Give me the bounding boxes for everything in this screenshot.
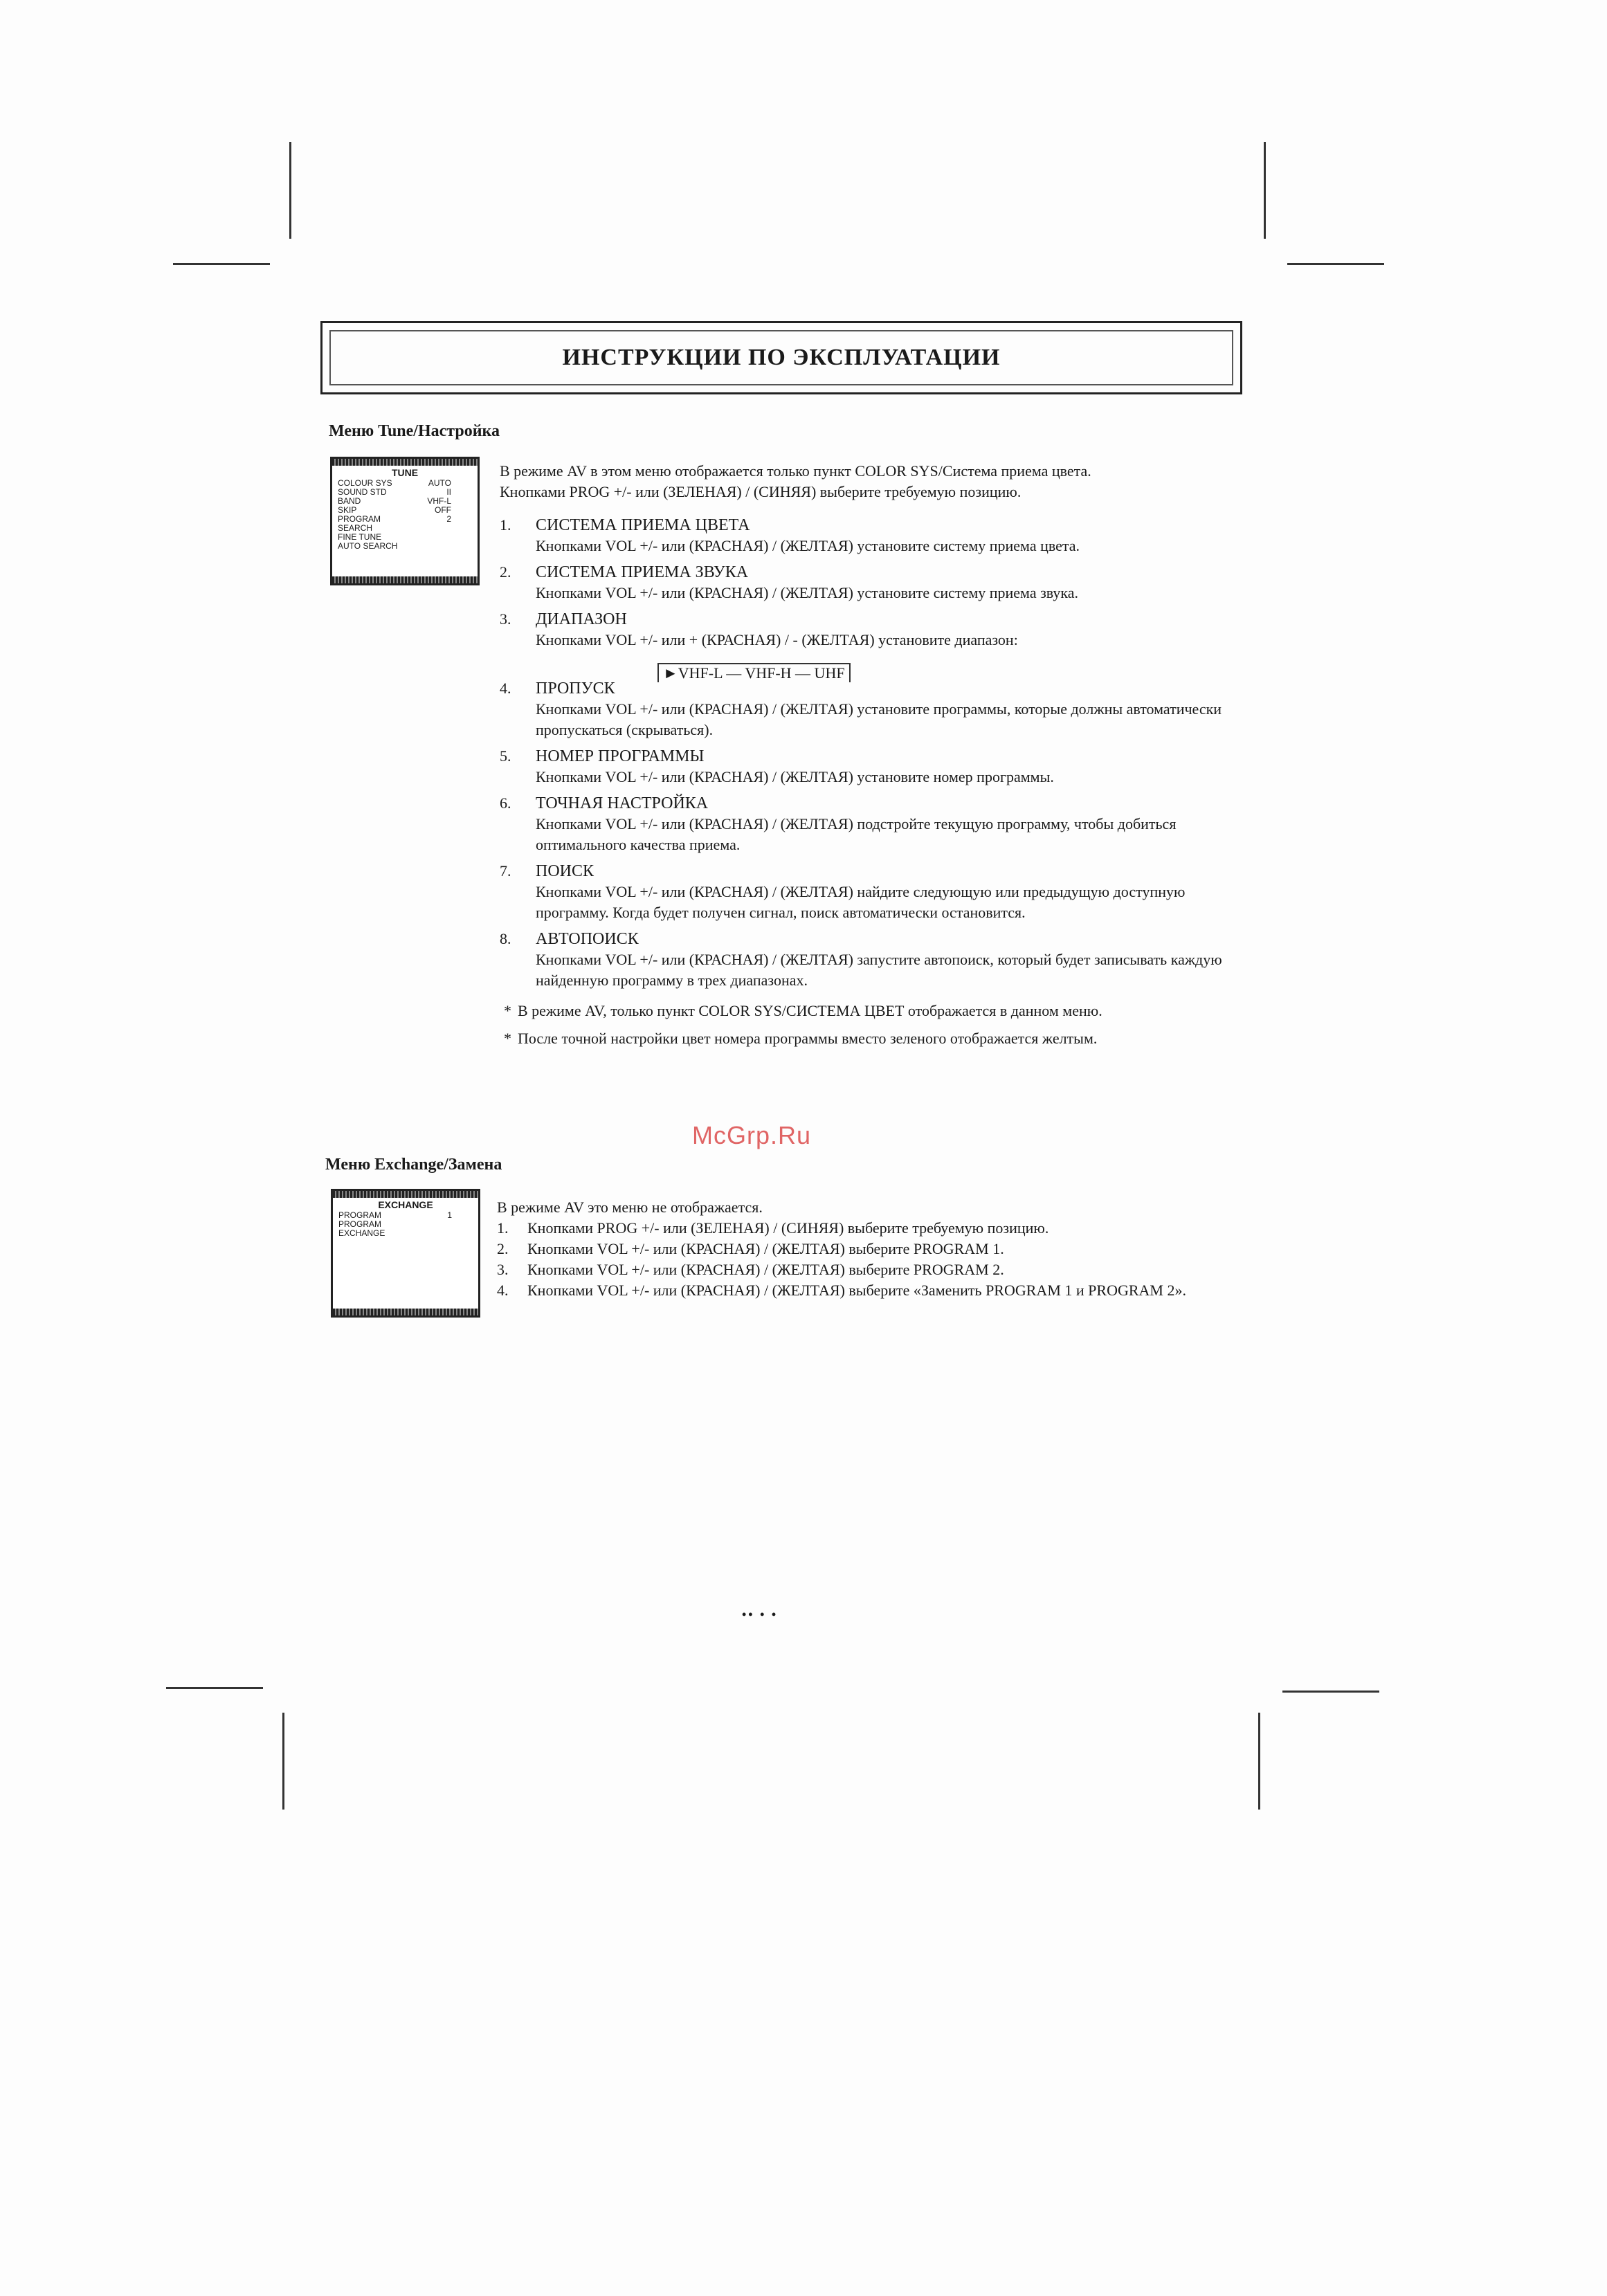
tune-item xyxy=(500,746,1240,787)
osd-row-label: SKIP xyxy=(338,505,357,515)
exchange-item xyxy=(497,1239,1231,1259)
osd-top-bar xyxy=(333,1191,478,1198)
crop-mark-top-left-v xyxy=(289,142,291,239)
tune-item xyxy=(500,861,1240,923)
osd-row-label: SEARCH xyxy=(338,523,373,533)
tune-intro-line-1: В режиме AV в этом меню отображается только пункт COLOR SYS/Система приема цвета. xyxy=(500,462,1091,480)
crop-mark-bottom-right-h xyxy=(1282,1691,1379,1693)
exchange-section-title: Меню Exchange/Замена xyxy=(325,1156,502,1174)
exchange-items xyxy=(497,1218,1231,1301)
tune-item xyxy=(500,678,1240,740)
osd-rows xyxy=(333,1211,478,1238)
tune-intro-line-2: Кнопками PROG +/- или (ЗЕЛЕНАЯ) / (СИНЯЯ) выберите требуемую позицию. xyxy=(500,483,1022,500)
exchange-text xyxy=(497,1197,1231,1301)
tune-item xyxy=(500,793,1240,855)
crop-mark-top-right-v xyxy=(1264,142,1266,239)
tune-item-heading: ПОИСК xyxy=(536,862,594,880)
tune-note-text: В режиме AV, только пункт COLOR SYS/СИСТЕМА ЦВЕТ отображается в данном меню. xyxy=(518,1002,1102,1019)
exchange-item-text: Кнопками VOL +/- или (КРАСНАЯ) / (ЖЕЛТАЯ) выберите «Заменить PROGRAM 1 и PROGRAM 2». xyxy=(527,1282,1186,1299)
tune-item-heading: ПРОПУСК xyxy=(536,680,615,698)
osd-row xyxy=(333,1229,478,1238)
osd-row-label: PROGRAM xyxy=(338,1210,382,1220)
exchange-item xyxy=(497,1280,1231,1301)
exchange-item-text: Кнопками VOL +/- или (КРАСНАЯ) / (ЖЕЛТАЯ) выберите PROGRAM 1. xyxy=(527,1240,1004,1257)
exchange-osd-menu xyxy=(331,1189,480,1318)
exchange-item xyxy=(497,1259,1231,1280)
osd-row-label: PROGRAM xyxy=(338,514,381,524)
tune-item xyxy=(500,515,1240,556)
tune-item-heading: АВТОПОИСК xyxy=(536,930,639,948)
osd-row-value: OFF xyxy=(435,505,451,515)
tune-item-number: 1. xyxy=(500,516,511,534)
exchange-item-number: 1. xyxy=(497,1219,509,1237)
crop-mark-bottom-left-h xyxy=(166,1687,263,1689)
tune-item-number: 4. xyxy=(500,680,511,697)
tune-items xyxy=(500,515,1240,991)
tune-item-body: Кнопками VOL +/- или (КРАСНАЯ) / (ЖЕЛТАЯ) установите программы, которые должны автоматически пропускаться (скрываться). xyxy=(536,700,1222,738)
tune-notes xyxy=(500,1001,1240,1049)
osd-row-label: AUTO SEARCH xyxy=(338,541,398,551)
osd-bottom-bar xyxy=(333,1309,478,1315)
exchange-item-number: 4. xyxy=(497,1282,509,1299)
page-mark: •• • • xyxy=(742,1607,779,1621)
osd-row-value: VHF-L xyxy=(427,496,451,506)
tune-item-number: 3. xyxy=(500,610,511,628)
crop-mark-bottom-right-v xyxy=(1258,1713,1260,1810)
tune-item-heading: СИСТЕМА ПРИЕМА ЗВУКА xyxy=(536,563,749,581)
crop-mark-top-right-h xyxy=(1287,263,1384,265)
tune-osd-menu xyxy=(330,457,480,585)
osd-row-label: BAND xyxy=(338,496,361,506)
tune-note-text: После точной настройки цвет номера программы вместо зеленого отображается желтым. xyxy=(518,1030,1098,1047)
crop-mark-bottom-left-v xyxy=(282,1713,284,1810)
tune-item-heading: СИСТЕМА ПРИЕМА ЦВЕТА xyxy=(536,516,750,534)
tune-item-heading: ДИАПАЗОН xyxy=(536,610,627,628)
exchange-item xyxy=(497,1218,1231,1239)
osd-title: TUNE xyxy=(391,467,419,478)
osd-row-value: AUTO xyxy=(428,478,451,488)
header-frame xyxy=(320,321,1242,394)
osd-row-label: PROGRAM xyxy=(338,1219,382,1229)
tune-item-number: 7. xyxy=(500,862,511,880)
osd-title: EXCHANGE xyxy=(378,1199,433,1210)
osd-row-label: SOUND STD xyxy=(338,487,387,497)
tune-item-heading: ТОЧНАЯ НАСТРОЙКА xyxy=(536,794,709,812)
tune-item-number: 5. xyxy=(500,747,511,765)
tune-item-heading: НОМЕР ПРОГРАММЫ xyxy=(536,747,705,765)
tune-item-body: Кнопками VOL +/- или + (КРАСНАЯ) / - (ЖЕЛТАЯ) установите диапазон: xyxy=(536,631,1018,648)
band-sequence-box: ►VHF-L — VHF-H — UHF xyxy=(657,663,851,682)
tune-item xyxy=(500,609,1240,650)
osd-row-value: II xyxy=(446,487,451,497)
tune-item-body: Кнопками VOL +/- или (КРАСНАЯ) / (ЖЕЛТАЯ) установите систему приема звука. xyxy=(536,584,1079,601)
exchange-item-text: Кнопками VOL +/- или (КРАСНАЯ) / (ЖЕЛТАЯ) выберите PROGRAM 2. xyxy=(527,1261,1004,1278)
tune-item-body: Кнопками VOL +/- или (КРАСНАЯ) / (ЖЕЛТАЯ) установите систему приема цвета. xyxy=(536,537,1080,554)
tune-item xyxy=(500,929,1240,991)
tune-note xyxy=(500,1001,1240,1021)
tune-item-body: Кнопками VOL +/- или (КРАСНАЯ) / (ЖЕЛТАЯ) подстройте текущую программу, чтобы добиться оптимального качества приема. xyxy=(536,815,1177,853)
tune-item-number: 8. xyxy=(500,930,511,947)
band-sequence xyxy=(657,663,851,682)
osd-row-label: COLOUR SYS xyxy=(338,478,392,488)
tune-item-body: Кнопками VOL +/- или (КРАСНАЯ) / (ЖЕЛТАЯ) найдите следующую или предыдущую доступную программу. Когда будет получен сигнал, поиск автоматически остановится. xyxy=(536,883,1186,921)
header-inner xyxy=(329,330,1233,385)
osd-top-bar xyxy=(332,459,478,466)
osd-row-label: FINE TUNE xyxy=(338,532,382,542)
tune-item-body: Кнопками VOL +/- или (КРАСНАЯ) / (ЖЕЛТАЯ) запустите автопоиск, который будет записывать каждую найденную программу в трех диапазонах. xyxy=(536,951,1222,989)
osd-row-value: 1 xyxy=(447,1210,452,1220)
watermark-text: McGrp.Ru xyxy=(692,1121,812,1149)
tune-item-number: 6. xyxy=(500,794,511,812)
asterisk-icon: * xyxy=(504,1002,511,1019)
exchange-item-number: 3. xyxy=(497,1261,509,1278)
tune-item-body: Кнопками VOL +/- или (КРАСНАЯ) / (ЖЕЛТАЯ) установите номер программы. xyxy=(536,768,1054,785)
osd-rows xyxy=(332,479,478,551)
tune-item xyxy=(500,562,1240,603)
tune-note xyxy=(500,1028,1240,1049)
tune-item-number: 2. xyxy=(500,563,511,581)
osd-row xyxy=(332,542,478,551)
tune-text xyxy=(500,461,1240,1049)
crop-mark-top-left-h xyxy=(173,263,270,265)
tune-section-title: Меню Tune/Настройка xyxy=(329,422,500,440)
exchange-item-text: Кнопками PROG +/- или (ЗЕЛЕНАЯ) / (СИНЯЯ) выберите требуемую позицию. xyxy=(527,1219,1049,1237)
osd-row-label: EXCHANGE xyxy=(338,1228,385,1238)
exchange-intro: В режиме AV это меню не отображается. xyxy=(497,1199,763,1216)
osd-row-value: 2 xyxy=(446,514,451,524)
page-title: ИНСТРУКЦИИ ПО ЭКСПЛУАТАЦИИ xyxy=(562,345,1001,370)
asterisk-icon: * xyxy=(504,1030,511,1047)
exchange-item-number: 2. xyxy=(497,1240,509,1257)
osd-bottom-bar xyxy=(332,576,478,583)
